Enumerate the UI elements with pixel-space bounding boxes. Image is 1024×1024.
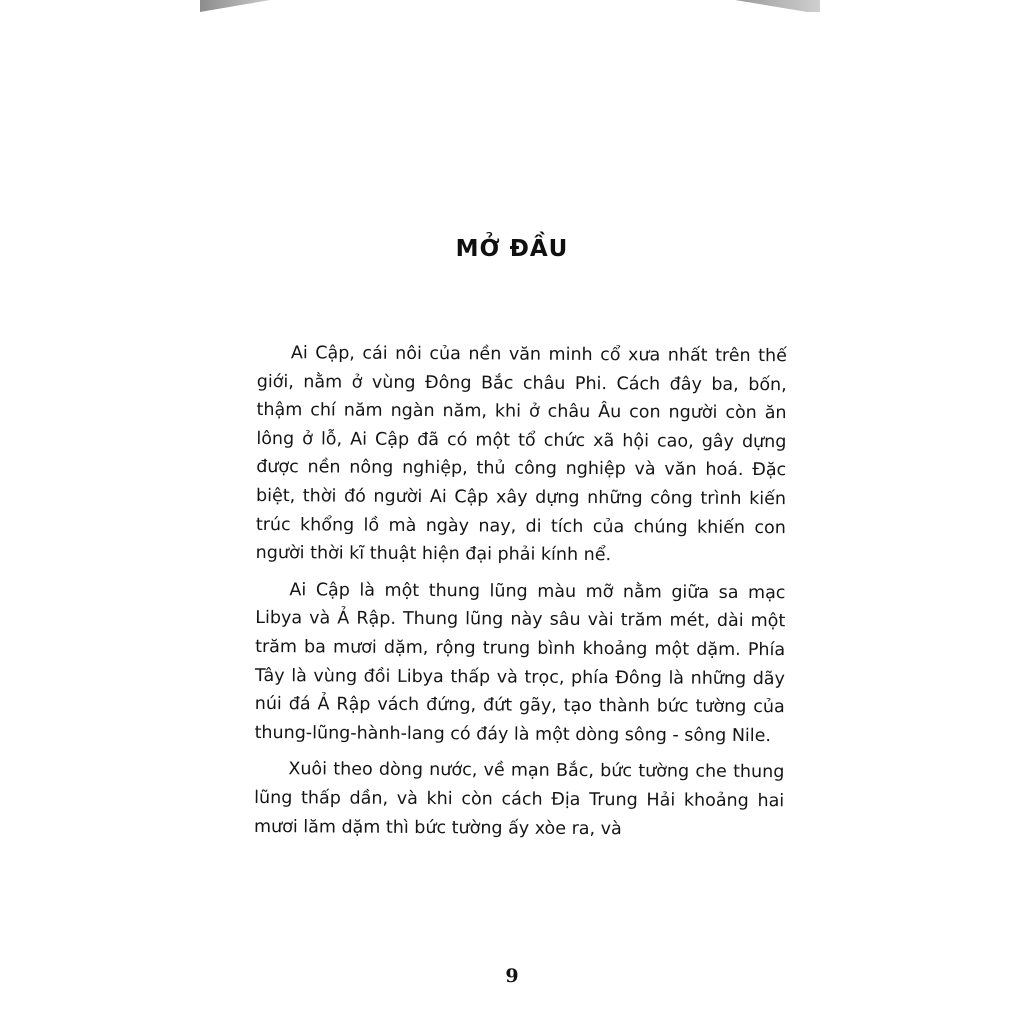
page-number: 9	[505, 965, 519, 987]
paragraph: Ai Cập, cái nôi của nền văn minh cổ xưa nhất trên thế giới, nằm ở vùng Đông Bắc châu Phi. Cách đây ba, bốn, thậm chí năm ngàn năm, khi ở châu Âu con người còn ăn lông ở lỗ, Ai Cập đã có một tổ chức xã hội cao, gây dựng được nền nông nghiệp, thủ công nghiệp và văn hoá. Đặc biệt, thời đó người Ai Cập xây dựng những công trình kiến trúc khổng lồ mà ngày nay, di tích của chúng khiến con người thời kĩ thuật hiện đại phải kính nể.	[255, 343, 787, 566]
scan-shadow-right	[735, 0, 820, 12]
body-text	[254, 339, 787, 852]
paragraph: Xuôi theo dòng nước, về mạn Bắc, bức tường che thung lũng thấp dần, và khi còn cách Địa Trung Hải khoảng hai mươi lăm dặm thì bức tường ấy xòe ra, và	[253, 759, 785, 839]
chapter-title: MỞ ĐẦU	[455, 236, 569, 262]
paragraph: Ai Cập là một thung lũng màu mỡ nằm giữa sa mạc Libya và Ả Rập. Thung lũng này sâu vài trăm mét, dài một trăm ba mươi dặm, rộng trung bình khoảng một dặm. Phía Tây là vùng đồi Libya thấp và trọc, phía Đông là những dãy núi đá Ả Rập vách đứng, đứt gãy, tạo thành bức tường của thung-lũng-hành-lang có đáy là một dòng sông - sông Nile.	[254, 579, 786, 746]
scan-shadow-left	[200, 0, 270, 12]
